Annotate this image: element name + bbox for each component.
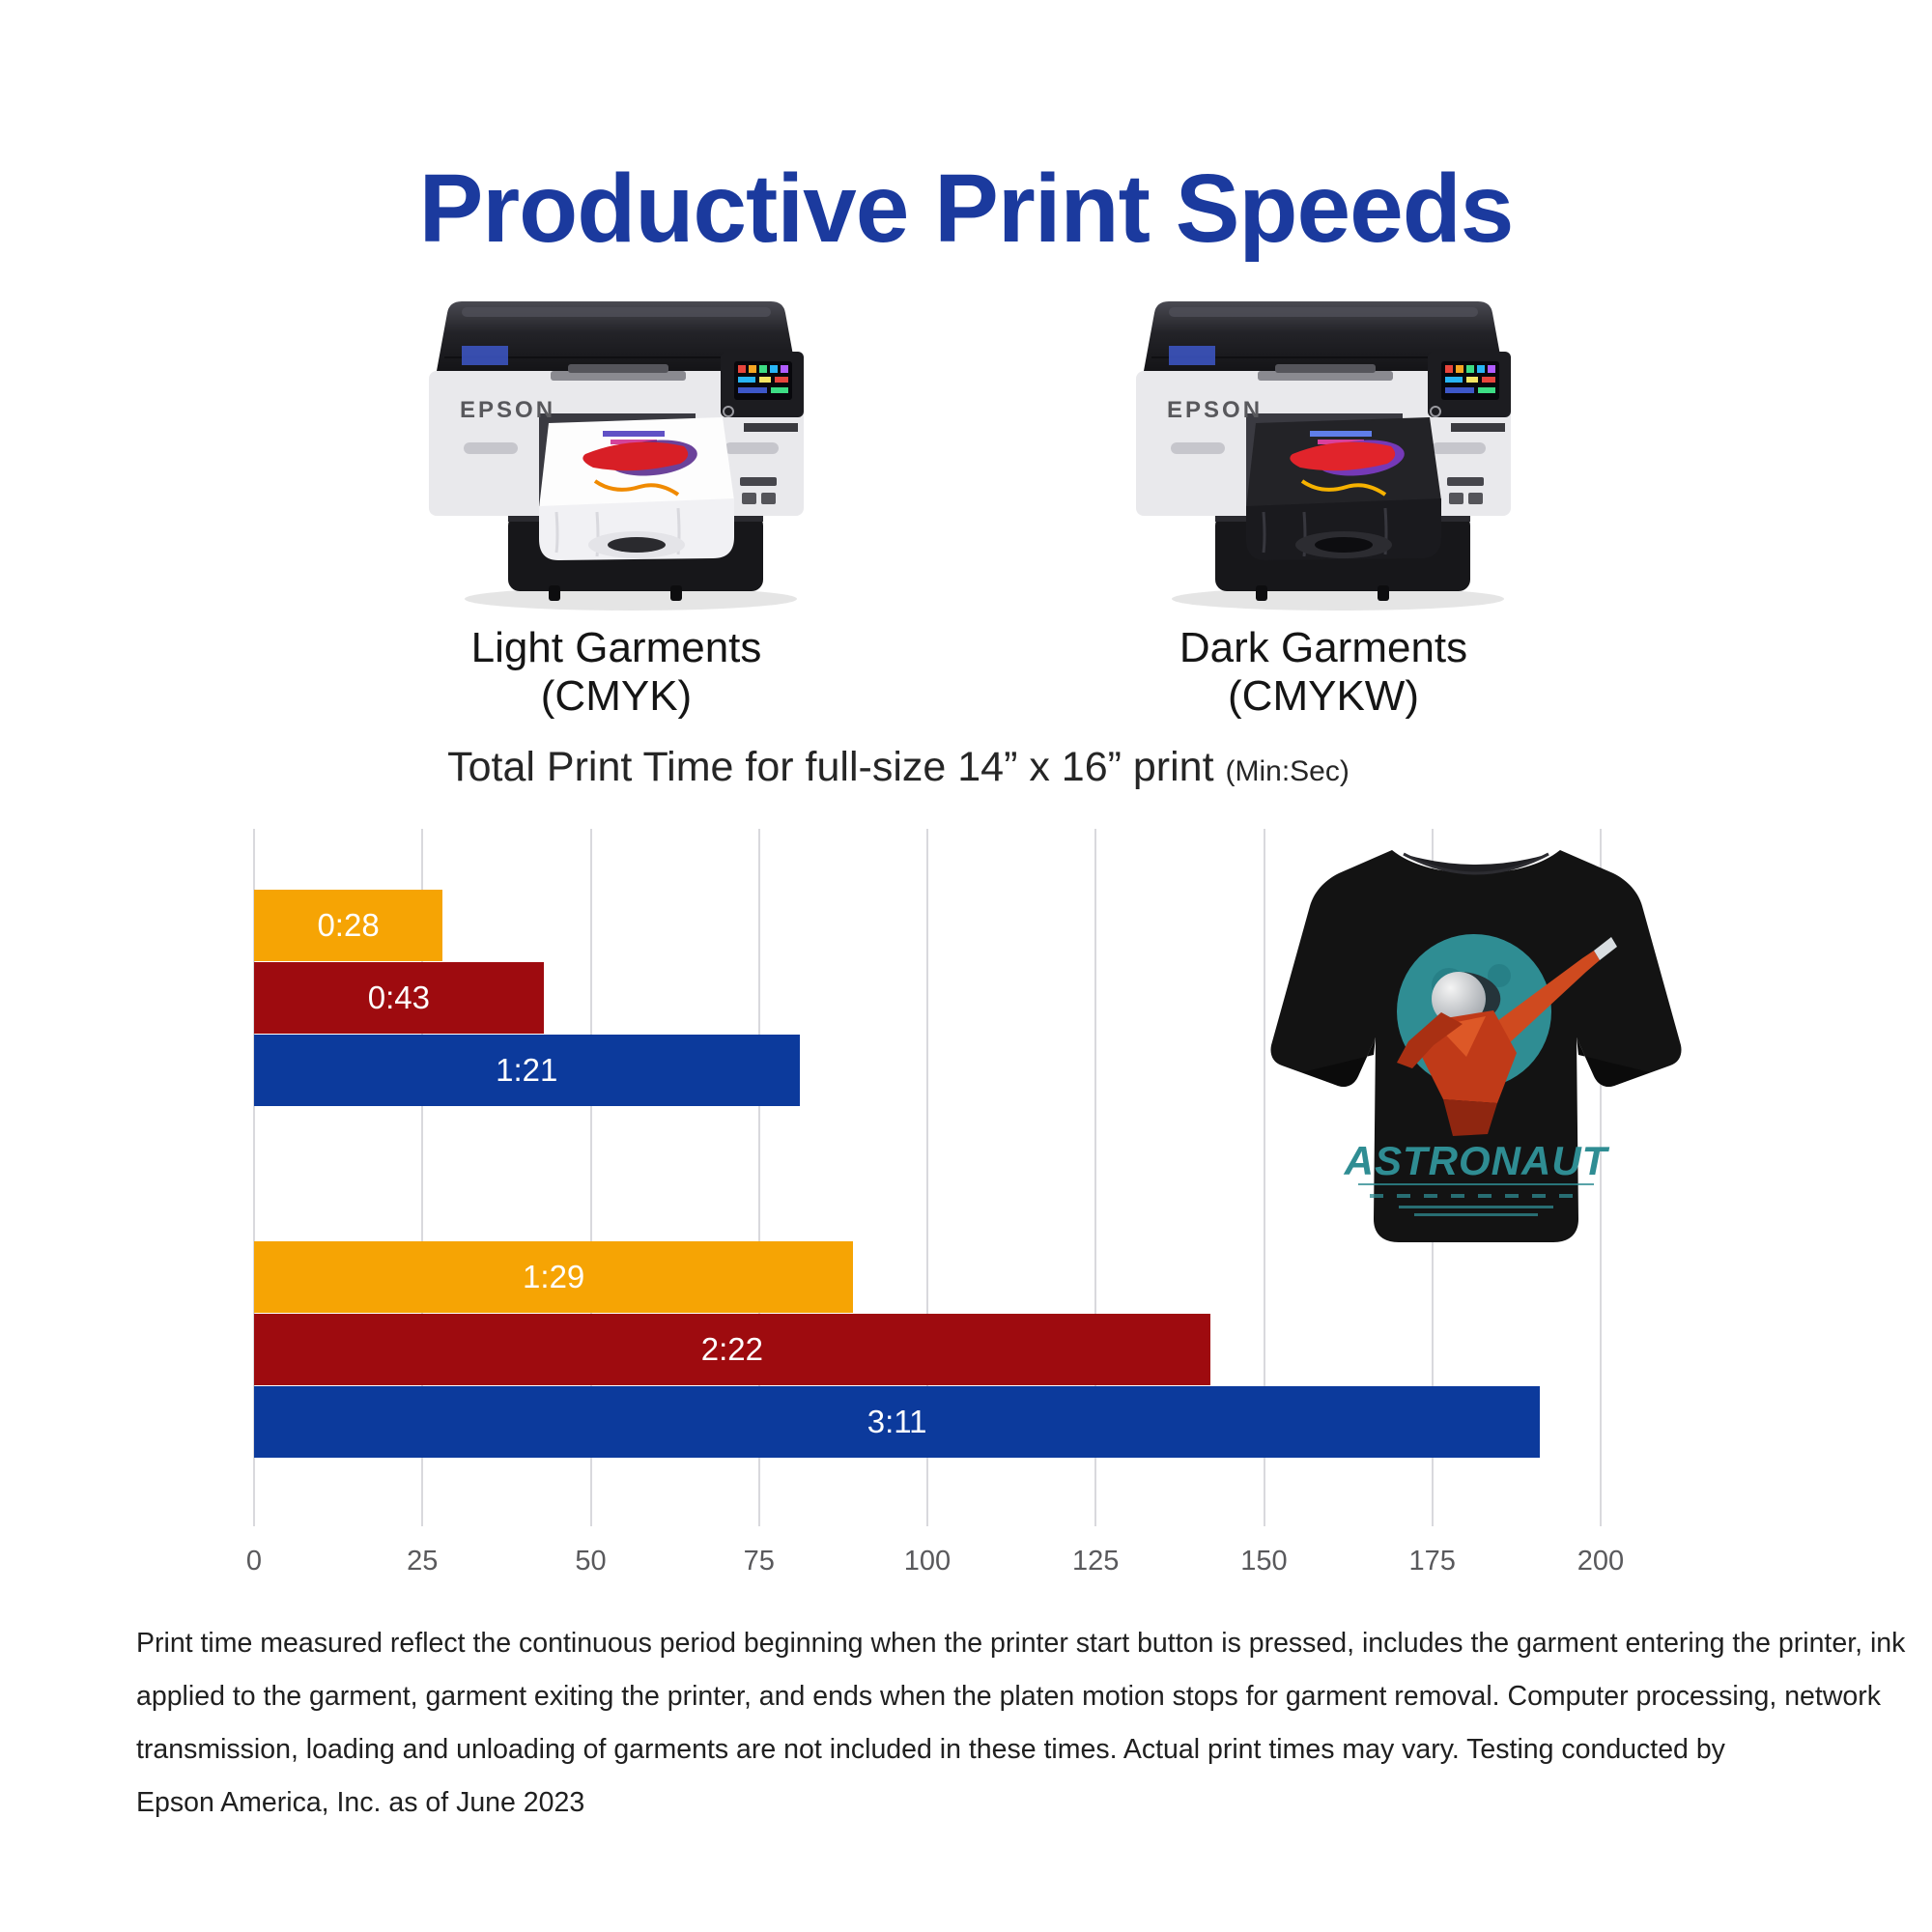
bar-light-1-21 [254,1035,800,1106]
printer-light-caption: Light Garments (CMYK) [470,624,762,720]
cert-icon [761,493,776,504]
touchscreen-icons [1445,365,1495,393]
bar-value-label: 1:29 [523,1259,585,1294]
bar-value-label: 0:28 [317,907,380,943]
garment-on-platen [539,417,734,560]
footnote [136,1617,1906,1830]
panel-strip [744,423,798,432]
x-tick-label-125: 125 [1072,1546,1120,1577]
bar-dark-3-11 [254,1386,1540,1458]
chart-title-units: (Min:Sec) [1225,755,1350,787]
garment-on-platen [1246,417,1441,560]
page-title: Productive Print Speeds [418,155,1514,263]
printer-dark-caption: Dark Garments (CMYKW) [1179,624,1468,720]
tshirt-design-text: ASTRONAUT [1344,1138,1608,1183]
cert-icon [1468,493,1483,504]
footnote-line-4: Epson America, Inc. as of June 2023 [136,1787,585,1818]
footnote-line-1: Print time measured reflect the continuous period beginning when the printer start button is pressed, includes the garment entering the printer, ink [136,1628,1906,1659]
epson-logo: EPSON [1167,397,1264,423]
tray-foot [670,585,682,601]
bar-value-label: 2:22 [700,1331,763,1367]
bar-value-label: 3:11 [867,1404,927,1439]
cert-icon [742,493,756,504]
footnote-line-2: applied to the garment, garment exiting the printer, and ends when the platen motion stops for garment removal. Computer processing, network [136,1681,1881,1712]
bar-dark-2-22 [254,1314,1210,1385]
lid-highlight [1169,307,1478,317]
x-tick-label-0: 0 [245,1546,263,1577]
tray-foot [1256,585,1267,601]
model-badge [740,477,777,486]
right-handle-indent [1432,442,1486,454]
x-tick-label-75: 75 [743,1546,775,1577]
chart-title [29,744,1768,791]
bar-value-label: 1:21 [496,1052,558,1088]
lid-handle [568,364,668,373]
model-badge [1447,477,1484,486]
bar-value-label: 0:43 [367,980,430,1015]
left-handle-indent [1171,442,1225,454]
bar-light-0-28 [254,890,442,961]
x-tick-label-25: 25 [407,1546,439,1577]
tray-foot [549,585,560,601]
x-tick-label-200: 200 [1577,1546,1625,1577]
touchscreen-icons [738,365,788,393]
lid-inner-blue [462,346,508,365]
chart-x-axis [245,1546,1625,1586]
x-tick-label-150: 150 [1240,1546,1288,1577]
printer-illustration-dark [1111,270,1536,620]
bar-dark-1-29 [254,1241,853,1313]
x-tick-label-100: 100 [903,1546,952,1577]
epson-logo: EPSON [460,397,556,423]
bar-light-0-43 [254,962,544,1034]
cert-icon [1449,493,1463,504]
printer-light-garments-image [404,270,829,721]
tshirt-illustration [1244,813,1708,1301]
printer-illustration-light [404,270,829,620]
lid-highlight [462,307,771,317]
footnote-line-3: transmission, loading and unloading of garments are not included in these times. Actual print times may vary. Testing conducted by [136,1734,1725,1765]
x-tick-label-175: 175 [1408,1546,1456,1577]
right-handle-indent [724,442,779,454]
chart-title-main: Total Print Time for full-size 14” x 16” print [447,744,1214,790]
panel-strip [1451,423,1505,432]
printer-dark-garments-image [1111,270,1536,721]
lid-inner-blue [1169,346,1215,365]
tshirt-product-image [1244,813,1708,1301]
tray-foot [1378,585,1389,601]
x-tick-label-50: 50 [575,1546,607,1577]
left-handle-indent [464,442,518,454]
lid-handle [1275,364,1376,373]
